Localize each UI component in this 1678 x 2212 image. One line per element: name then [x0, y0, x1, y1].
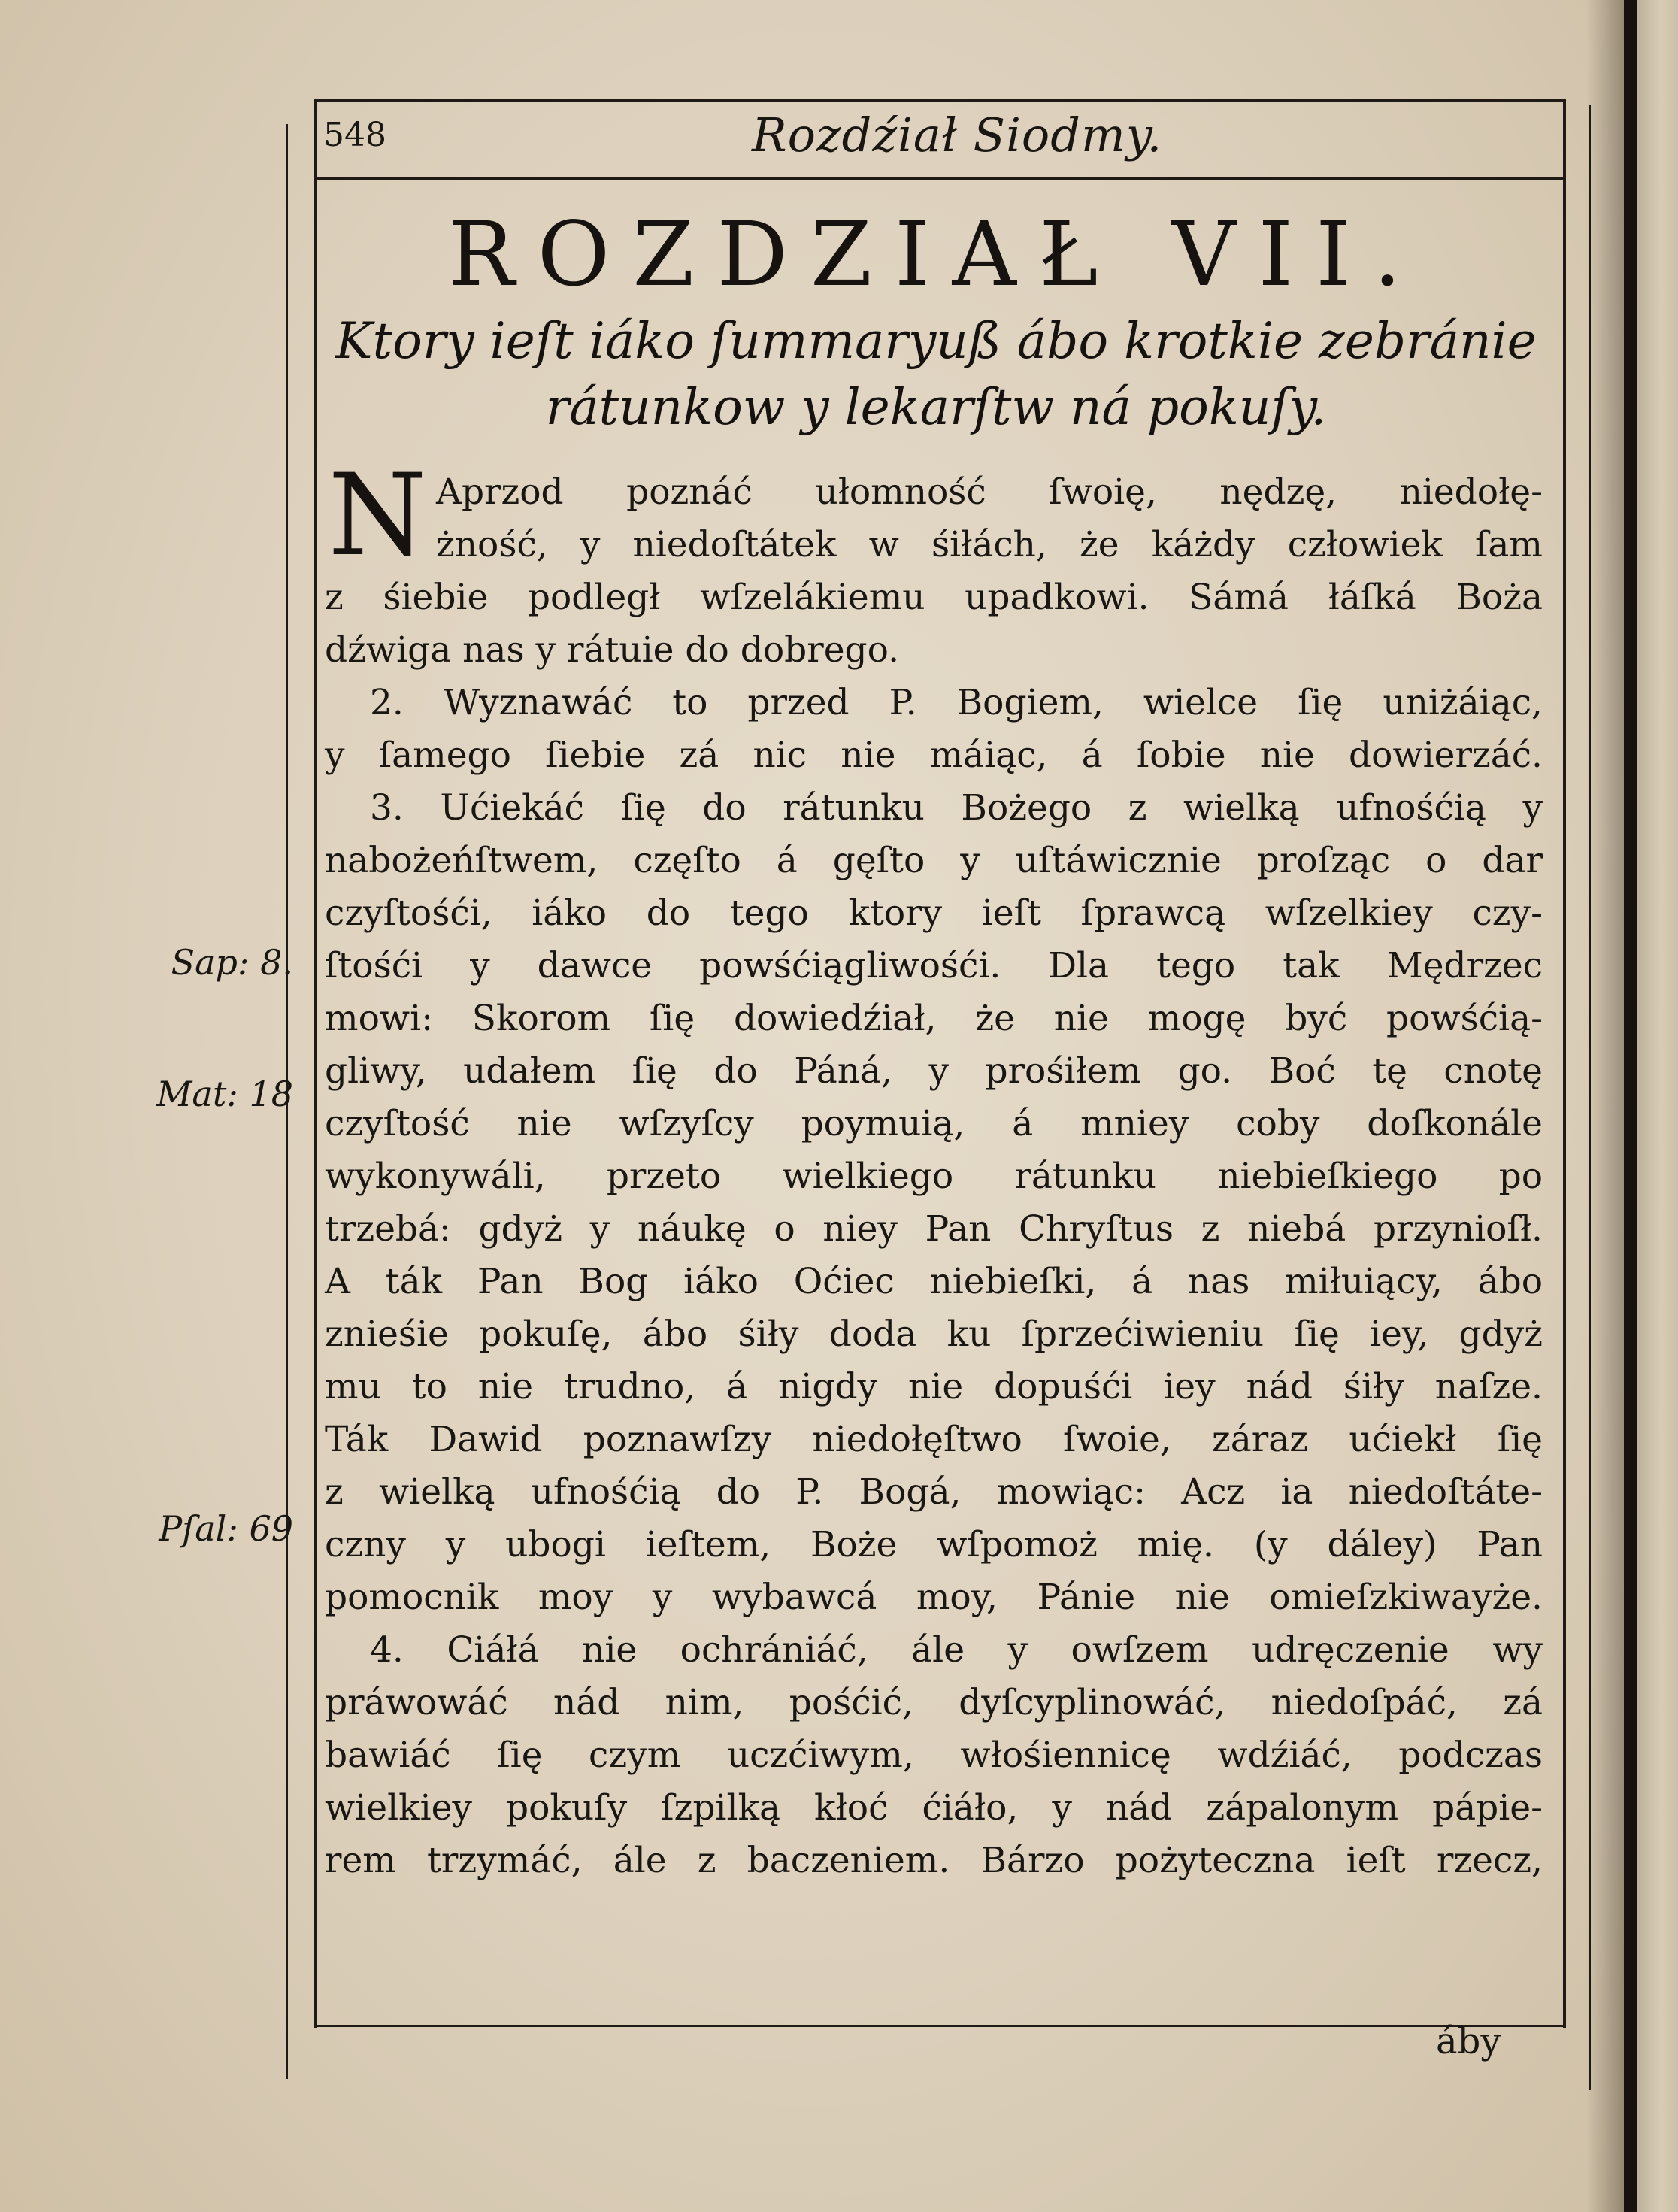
text-line: 2. Wyznawáć to przed P. Bogiem, wielce ſię uniżáiąc,	[370, 682, 1543, 723]
text-line: 3. Ućiekáć ſię do rátunku Bożego z wielką ufnośćią y	[370, 787, 1543, 829]
chapter-heading: ROZDZIAŁ VII.	[447, 202, 1425, 306]
frame-rule-top	[314, 99, 1566, 102]
text-line: czny y ubogi ieſtem, Boże wſpomoż mię. (y dáley) Pan	[325, 1524, 1543, 1565]
text-line: práwowáć nád nim, pośćić, dyſcyplinowáć, niedoſpáć, zá	[325, 1682, 1543, 1723]
spine-shadow	[1586, 0, 1624, 2212]
margin-note-psal: Pſal: 69	[159, 1508, 293, 1549]
page-number: 548	[323, 116, 386, 154]
text-line: z śiebie podległ wſzelákiemu upadkowi. Sámá łáſká Boża	[325, 577, 1543, 618]
text-line: y ſamego ſiebie zá nic nie máiąc, á ſobie nie dowierzáć.	[325, 735, 1543, 776]
text-line: wykonywáli, przeto wielkiego rátunku niebieſkiego po	[325, 1156, 1543, 1197]
text-line: gliwy, udałem ſię do Páná, y prośiłem go. Boć tę cnotę	[325, 1050, 1543, 1092]
chapter-subtitle-line: rátunkow y lekarſtw ná pokuſy.	[545, 378, 1327, 436]
text-line: mowi: Skorom ſię dowiedźiał, że nie mogę być powśćią-	[325, 998, 1543, 1039]
text-line: Ták Dawid poznawſzy niedołęſtwo ſwoie, záraz ućiekł ſię	[325, 1419, 1543, 1460]
text-line: pomocnik moy y wybawcá moy, Pánie nie omieſzkiwayże.	[325, 1577, 1543, 1618]
text-line: A ták Pan Bog iáko Oćiec niebieſki, á nas miłuiący, ábo	[325, 1261, 1543, 1302]
text-line: z wielką ufnośćią do P. Bogá, mowiąc: Acz ia niedoſtáte-	[325, 1471, 1543, 1513]
drop-cap: N	[328, 450, 427, 581]
frame-rule-right	[1563, 99, 1566, 2028]
text-line: żność, y niedoſtátek w śiłách, że káżdy człowiek ſam	[436, 524, 1543, 565]
text-line: Aprzod poznáć ułomność ſwoię, nędzę, niedołę-	[436, 471, 1543, 513]
text-line: znieśie pokuſę, ábo śiły doda ku ſprzećiwieniu ſię iey, gdyż	[325, 1314, 1543, 1355]
text-line: bawiáć ſię czym uczćiwym, włośiennicę wdźiáć, podczas	[325, 1735, 1543, 1776]
text-line: rem trzymáć, ále z baczeniem. Bárzo pożyteczna ieſt rzecz,	[325, 1840, 1543, 1881]
margin-note-sap: Sap: 8.	[171, 942, 293, 983]
text-line: nabożeńſtwem, częſto á gęſto y uſtáwicznie proſząc o dar	[325, 840, 1543, 881]
frame-rule-under-header	[314, 177, 1566, 180]
text-line: czyſtość nie wſzyſcy poymuią, á mniey coby doſkonále	[325, 1103, 1543, 1144]
text-line: czyſtośći, iáko do tego ktory ieſt ſprawcą wſzelkiey czy-	[325, 892, 1543, 934]
text-line: dźwiga nas y rátuie do dobrego.	[325, 629, 900, 671]
text-line: wielkiey pokuſy ſzpilką kłoć ćiáło, y nád zápalonym pápie-	[325, 1787, 1543, 1829]
running-title: Rozdźiał Siodmy.	[752, 108, 1163, 162]
facing-page-edge	[1637, 0, 1678, 2212]
frame-rule-bottom	[314, 2025, 1566, 2027]
chapter-subtitle-line: Ktory ieſt iáko ſummaryuß ábo krotkie zebránie	[335, 312, 1537, 370]
text-line: ſtośći y dawce powśćiągliwośći. Dla tego tak Mędrzec	[325, 945, 1543, 986]
frame-rule-left	[314, 99, 317, 2028]
catchword: áby	[1436, 2020, 1501, 2062]
margin-note-mat: Mat: 18	[156, 1074, 293, 1114]
text-line: 4. Ciáłá nie ochrániáć, ále y owſzem udręczenie wy	[370, 1629, 1543, 1671]
text-line: trzebá: gdyż y náukę o niey Pan Chryſtus z niebá przynioſł.	[325, 1208, 1543, 1250]
binding-gutter	[1624, 0, 1637, 2212]
text-line: mu to nie trudno, á nigdy nie dopuśći iey nád śiły naſze.	[325, 1366, 1543, 1407]
